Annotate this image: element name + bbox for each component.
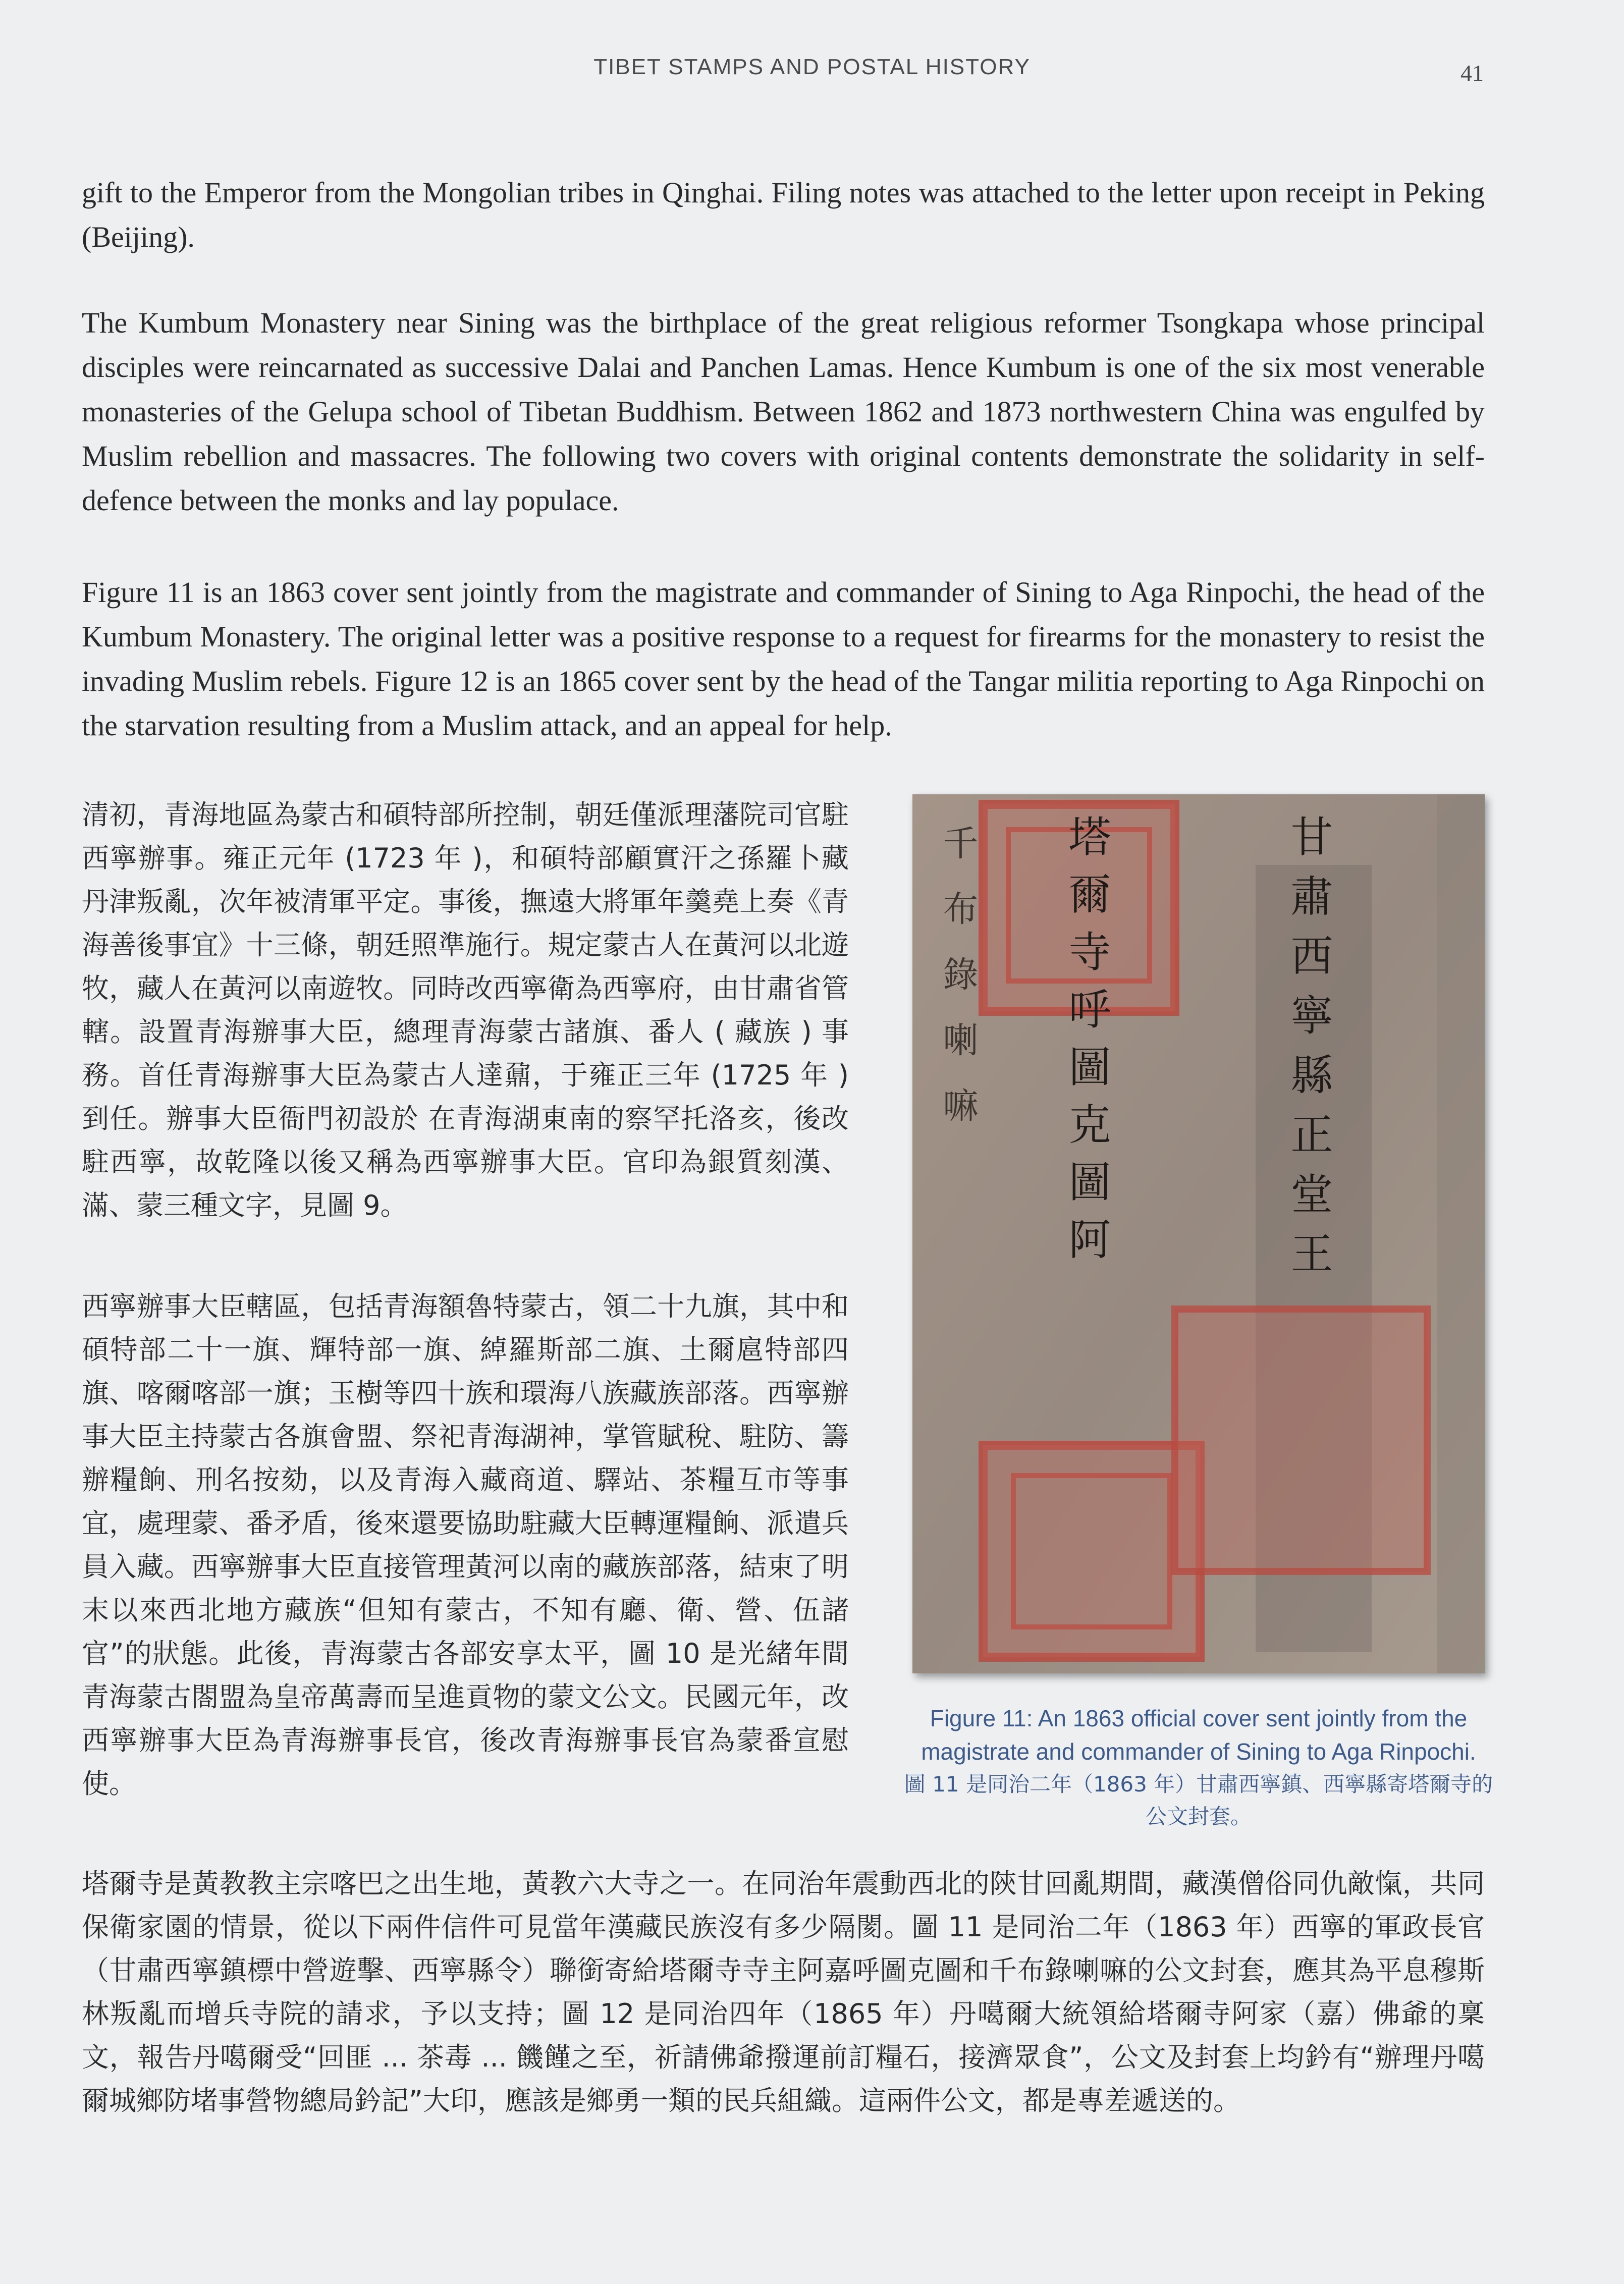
calligraphy-middle: 塔爾寺呼圖克圖阿	[1062, 814, 1111, 1275]
chinese-paragraph-1: 清初，青海地區為蒙古和碩特部所控制，朝廷僅派理藩院司官駐西寧辦事。雍正元年 (1723 年 )，和碩特部顧實汗之孫羅卜藏丹津叛亂，次年被清軍平定。事後，撫遠大將軍年羹堯上奏《青海善後事宜》十三條，朝廷照準施行。規定蒙古人在黃河以北遊牧，藏人在黃河以南遊牧。同時改西寧衛為西寧府，由甘肅省管轄。設置青海辦事大臣，總理青海蒙古諸旗、番人 ( 藏族 ) 事務。首任青海辦事大臣為蒙古人達鼐，于雍正三年 (1725 年 ) 到任。辦事大臣衙門初設於 在青海湖東南的察罕托洛亥，後改駐西寧，故乾隆以後又稱為西寧辦事大臣。官印為銀質刻漢、滿、蒙三種文字，見圖 9。	[82, 799, 849, 1221]
english-paragraph-3: Figure 11 is an 1863 cover sent jointly from the magistrate and commander of Sining to Aga Rinpochi, the head of the Kumbum Monastery. The original letter was a positive response to a request for firearms for the monastery to resist the invading Muslim rebels. Figure 12 is an 1865 cover sent by the head of the Tangar militia reporting to Aga Rinpochi on the starvation resulting from a Muslim attack, and an appeal for help.	[82, 576, 1485, 742]
english-paragraph-1: gift to the Emperor from the Mongolian tribes in Qinghai. Filing notes was attached to the letter upon receipt in Peking (Beijing).	[82, 176, 1485, 253]
page-number: 41	[1460, 60, 1484, 86]
english-paragraph-2: The Kumbum Monastery near Sining was the birthplace of the great religious reformer Tsongkapa whose principal disciples were reincarnated as successive Dalai and Panchen Lamas. Hence Kumbum is one of the six most venerable monasteries of the Gelupa school of Tibetan Buddhism. Between 1862 and 1873 northwestern China was engulfed by Muslim rebellion and massacres. The following two covers with original contents demonstrate the solidarity in self-defence between the monks and lay populace.	[82, 306, 1485, 517]
chinese-paragraph-2: 西寧辦事大臣轄區，包括青海額魯特蒙古，領二十九旗，其中和碩特部二十一旗、輝特部一旗、綽羅斯部二旗、土爾扈特部四旗、喀爾喀部一旗；玉樹等四十族和環海八族藏族部落。西寧辦事大臣主持蒙古各旗會盟、祭祀青海湖神，掌管賦稅、駐防、籌辦糧餉、刑名按劾，以及青海入藏商道、驛站、茶糧互市等事宜，處理蒙、番矛盾，後來還要協助駐藏大臣轉運糧餉、派遣兵員入藏。西寧辦事大臣直接管理黃河以南的藏族部落，結束了明末以來西北地方藏族“但知有蒙古，不知有廳、衛、營、伍諸官”的狀態。此後，青海蒙古各部安享太平，圖 10 是光緒年間青海蒙古閤盟為皇帝萬壽而呈進貢物的蒙文公文。民國元年，改西寧辦事大臣為青海辦事長官，後改青海辦事長官為蒙番宣慰使。	[82, 1290, 849, 1800]
calligraphy-right: 甘肅西寧縣正堂王	[1284, 814, 1333, 1291]
caption-chinese: 圖 11 是同治二年（1863 年）甘肅西寧鎮、西寧縣寄塔爾寺的公文封套。	[904, 1772, 1493, 1829]
chinese-paragraph-3: 塔爾寺是黃教教主宗喀巴之出生地，黃教六大寺之一。在同治年震動西北的陝甘回亂期間，藏漢僧俗同仇敵愾，共同保衛家園的情景，從以下兩件信件可見當年漢藏民族沒有多少隔閡。圖 11 是同治二年（1863 年）西寧的軍政長官（甘肅西寧鎮標中營遊擊、西寧縣令）聯銜寄給塔爾寺寺主阿嘉呼圖克圖和千布錄喇嘛的公文封套，應其為平息穆斯林叛亂而增兵寺院的請求，予以支持；圖 12 是同治四年（1865 年）丹噶爾大統領給塔爾寺阿家（嘉）佛爺的稟文，報告丹噶爾受“回匪 ... 茶毒 ... 饑饉之至，祈請佛爺撥運前訂糧石，接濟眾食”，公文及封套上均鈐有“辦理丹噶爾城鄉防堵事營物總局鈐記”大印，應該是鄉勇一類的民兵組織。這兩件公文，都是專差遞送的。	[82, 1868, 1485, 2116]
calligraphy-left: 千布錄喇嘛	[937, 825, 979, 1153]
cover-photo	[912, 794, 1485, 1673]
caption-english: Figure 11: An 1863 official cover sent jointly from the magistrate and commander of Sining to Aga Rinpochi.	[921, 1705, 1476, 1765]
running-head: TIBET STAMPS AND POSTAL HISTORY	[593, 55, 1031, 79]
figure-caption	[903, 1702, 1494, 1833]
